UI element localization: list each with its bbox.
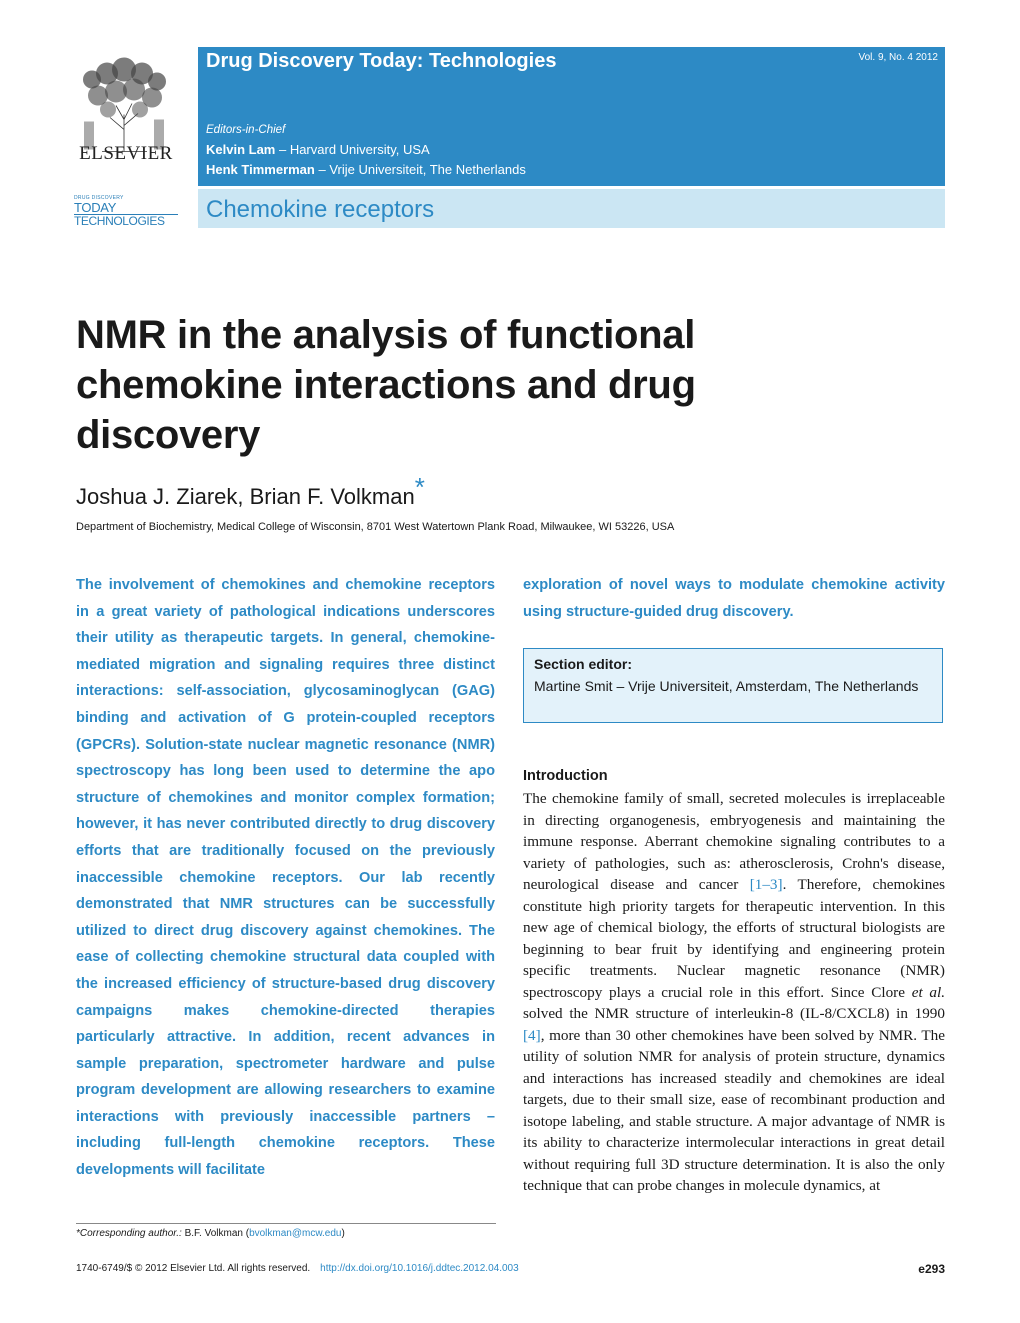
issn-copyright: 1740-6749/$ © 2012 Elsevier Ltd. All rights reserved. xyxy=(76,1263,311,1274)
authors: Joshua J. Ziarek, Brian F. Volkman* xyxy=(76,472,425,509)
journal-title: Drug Discovery Today: Technologies xyxy=(206,50,557,72)
introduction-body: The chemokine family of small, secreted molecules is irreplaceable in directing organogenesis, embryogenesis and maintaining the immune response. Aberrant chemokine signaling contributes to a variety of pathologies, such as: atherosclerosis, Crohn's disease, neurological disease and cancer [1–3]. Therefore, chemokines constitute high priority targets for therapeutic intervention. In this new age of chemical biology, the efforts of structural biologists are beginning to bear fruit by identifying and engineering protein specific treatments. Nuclear magnetic resonance (NMR) spectroscopy plays a crucial role in this effort. Since Clore et al. solved the NMR structure of interleukin-8 (IL-8/CXCL8) in 1990 [4], more than 30 other chemokines have been solved by NMR. The utility of solution NMR for analysis of protein structure, dynamics and interactions has increased steadily and chemokines are ideal targets, due to their small size, ease of recombinant production and isotope labeling, and stable structure. A major advantage of NMR is its ability to characterize intermolecular interactions in great detail without requiring full 3D structure determination. It is also the only technique that can probe changes in molecule dynamics, at xyxy=(523,790,945,1194)
editor-1: Kelvin Lam – Harvard University, USA xyxy=(206,142,430,157)
section-editor-body: Martine Smit – Vrije Universiteit, Amsterdam, The Netherlands xyxy=(534,678,919,694)
footer-line xyxy=(76,1263,519,1274)
abstract-column-2: exploration of novel ways to modulate chemokine activity using structure-guided drug discovery. xyxy=(523,577,945,620)
introduction-heading: Introduction xyxy=(523,768,608,784)
ddt-logo-line3: TECHNOLOGIES xyxy=(74,214,178,227)
reference-link[interactable]: [1–3] xyxy=(749,876,783,893)
footnote-rule xyxy=(76,1223,496,1224)
corresponding-author-footnote: *Corresponding author.: B.F. Volkman (bvolkman@mcw.edu) xyxy=(76,1228,345,1239)
reference-link[interactable]: [4] xyxy=(523,1026,541,1044)
section-editor-label: Section editor: xyxy=(534,656,633,672)
ddt-logo-line2: TODAY xyxy=(74,200,117,215)
abstract-column-1: The involvement of chemokines and chemokine receptors in a great variety of pathological indications underscores their utility as therapeutic targets. In general, chemokine-mediated migration and signaling requires three distinct interactions: self-association, glycosaminoglycan (GAG) binding and activation of G protein-coupled receptors (GPCRs). Solution-state nuclear magnetic resonance (NMR) spectroscopy has long been used to determine the apo structure of chemokines and monitor complex formation; however, it has never contributed directly to drug discovery efforts that are traditionally focused on the previously inaccessible chemokine receptors. Our lab recently demonstrated that NMR structures can be successfully utilized to direct drug discovery against chemokines. The ease of collecting chemokine structural data coupled with the increased efficiency of structure-based drug discovery campaigns makes chemokine-directed therapies particularly attractive. In addition, recent advances in sample preparation, spectrometer hardware and pulse program development are allowing researchers to examine interactions with previously inaccessible partners – including full-length chemokine receptors. These developments will facilitate xyxy=(76,577,495,1179)
page-number: e293 xyxy=(918,1262,945,1276)
editors-label: Editors-in-Chief xyxy=(206,124,286,136)
email-link[interactable]: bvolkman@mcw.edu xyxy=(249,1228,342,1239)
ddt-logo-line1: DRUG DISCOVERY xyxy=(74,195,124,201)
elsevier-wordmark: ELSEVIER xyxy=(79,143,173,164)
ddt-logo xyxy=(74,195,178,227)
editor-2: Henk Timmerman – Vrije Universiteit, The Netherlands xyxy=(206,162,526,177)
doi-link[interactable]: http://dx.doi.org/10.1016/j.ddtec.2012.04.003 xyxy=(320,1263,519,1274)
corresponding-author-mark[interactable]: * xyxy=(414,472,425,502)
article-title: NMR in the analysis of functional chemokine interactions and drug discovery xyxy=(76,313,696,457)
subject-heading: Chemokine receptors xyxy=(206,196,435,223)
volume-info: Vol. 9, No. 4 2012 xyxy=(858,52,938,63)
affiliation: Department of Biochemistry, Medical College of Wisconsin, 8701 West Watertown Plank Road, Milwaukee, WI 53226, USA xyxy=(76,521,675,533)
